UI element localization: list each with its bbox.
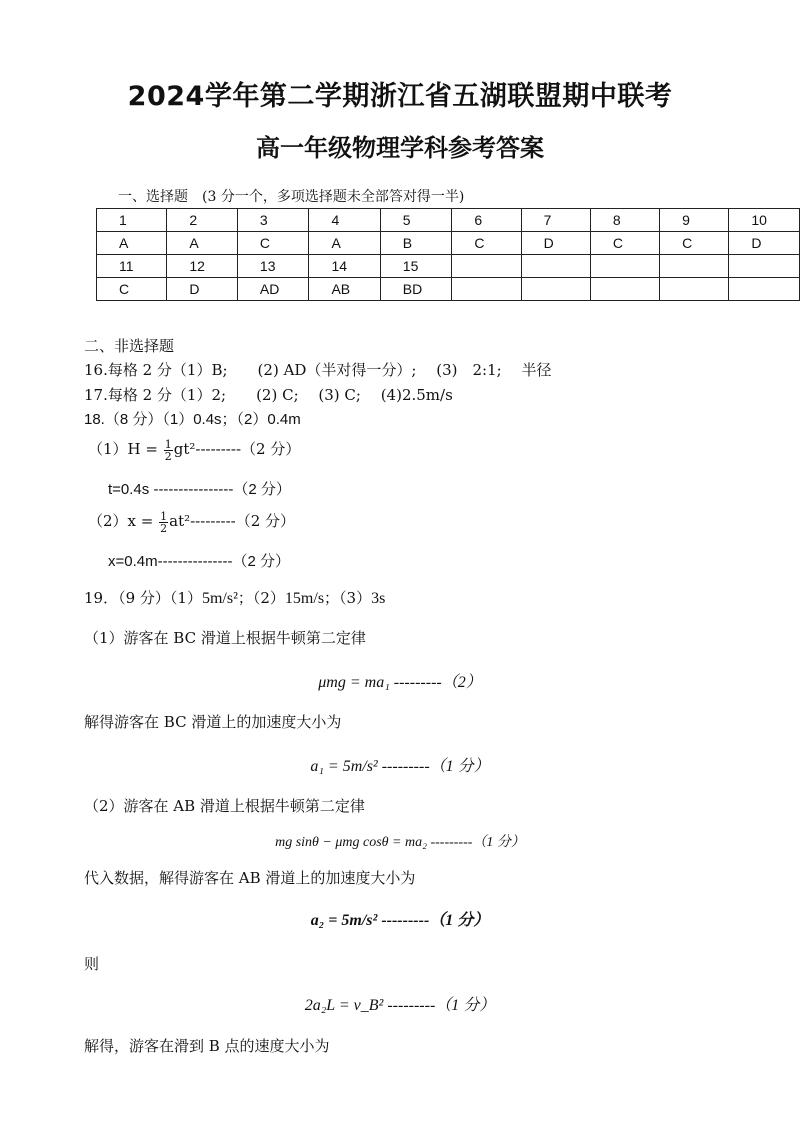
- table-cell: A: [97, 232, 167, 255]
- fraction-half: [164, 439, 173, 462]
- q18-line3: [88, 510, 295, 534]
- frac-num: 1: [164, 437, 172, 451]
- q19-para3: （2）游客在 AB 滑道上根据牛顿第二定律: [84, 797, 365, 815]
- q18-header: 18.（8 分）（1）0.4s；（2）0.4m: [84, 411, 301, 428]
- table-cell: 15: [380, 255, 452, 278]
- q19-header-b: ；（2）: [237, 589, 285, 607]
- q18-line2: t=0.4s ----------------（2 分）: [108, 481, 291, 498]
- table-cell: [729, 278, 800, 301]
- q19-eq3: mg sinθ − μmg cosθ = ma₂ ---------（1 分）: [275, 835, 525, 850]
- table-cell: [452, 278, 521, 301]
- q19-eq5: 2a₂L = v_B² ---------（1 分）: [304, 997, 496, 1014]
- table-cell: 4: [309, 209, 380, 232]
- page-subtitle: 高一年级物理学科参考答案: [256, 134, 544, 162]
- q18-line1: [88, 438, 300, 462]
- section2-heading: 二、非选择题: [84, 337, 175, 355]
- table-cell: [590, 255, 659, 278]
- q18-line1-suffix: gt²---------（2 分）: [173, 440, 301, 458]
- q17-answer: 17.每格 2 分（1）2; (2) C; (3) C; (4)2.5m/s: [84, 386, 453, 404]
- q19-header: [84, 587, 385, 608]
- table-cell: C: [452, 232, 521, 255]
- table-row: [97, 232, 800, 255]
- table-cell: C: [660, 232, 729, 255]
- q18-line1-prefix: （1）H =: [88, 440, 158, 458]
- q19-para5: 则: [84, 955, 100, 973]
- page-title: 2024学年第二学期浙江省五湖联盟期中联考: [127, 81, 673, 112]
- frac-den-2: 2: [160, 521, 168, 535]
- section1-heading: 一、选择题 (3 分一个，多项选择题未全部答对得一半): [118, 189, 465, 205]
- q19-ans1: 5m/s²: [201, 590, 238, 607]
- table-cell: [521, 255, 590, 278]
- table-cell: 5: [380, 209, 452, 232]
- table-cell: [521, 278, 590, 301]
- q16-answer: 16.每格 2 分（1）B; (2) AD（半对得一分）; (3) 2:1; 半径: [84, 361, 552, 379]
- table-cell: 1: [97, 209, 167, 232]
- q19-para1: （1）游客在 BC 滑道上根据牛顿第二定律: [84, 629, 366, 647]
- table-cell: 12: [167, 255, 238, 278]
- q19-header-c: ；（3）: [324, 589, 372, 607]
- table-cell: 13: [237, 255, 309, 278]
- q19-eq4: a₂ = 5m/s² ---------（1 分）: [310, 912, 490, 929]
- table-cell: C: [237, 232, 309, 255]
- frac-num-2: 1: [160, 509, 168, 523]
- table-cell: D: [167, 278, 238, 301]
- table-cell: B: [380, 232, 452, 255]
- q19-eq2: a₁ = 5m/s² ---------（1 分）: [310, 758, 490, 775]
- q19-ans3: 3s: [371, 590, 386, 607]
- table-cell: [660, 278, 729, 301]
- frac-den: 2: [164, 449, 172, 463]
- q18-line3-prefix: （2）x =: [88, 512, 154, 530]
- table-row: [97, 278, 800, 301]
- table-cell: [660, 255, 729, 278]
- answer-table: [96, 208, 800, 301]
- table-cell: [590, 278, 659, 301]
- table-cell: 11: [97, 255, 167, 278]
- q19-ans2: 15m/s: [284, 590, 325, 607]
- table-cell: [729, 255, 800, 278]
- q18-line4: x=0.4m---------------（2 分）: [108, 553, 291, 570]
- table-cell: D: [521, 232, 590, 255]
- q19-para4: 代入数据，解得游客在 AB 滑道上的加速度大小为: [84, 869, 416, 887]
- table-cell: AB: [309, 278, 380, 301]
- table-cell: BD: [380, 278, 452, 301]
- table-cell: 14: [309, 255, 380, 278]
- table-cell: 8: [590, 209, 659, 232]
- q18-line3-suffix: at²---------（2 分）: [169, 512, 296, 530]
- table-cell: A: [309, 232, 380, 255]
- table-cell: 9: [660, 209, 729, 232]
- fraction-half-2: [159, 511, 168, 534]
- table-cell: 2: [167, 209, 238, 232]
- table-row: [97, 255, 800, 278]
- q19-header-a: 19．（9 分）（1）: [84, 589, 202, 607]
- table-cell: C: [97, 278, 167, 301]
- table-cell: AD: [237, 278, 309, 301]
- table-cell: 3: [237, 209, 309, 232]
- q19-para6: 解得，游客在滑到 B 点的速度大小为: [84, 1037, 330, 1055]
- q19-eq1: μmg = ma₁ ---------（2）: [318, 674, 482, 691]
- table-row: [97, 209, 800, 232]
- table-cell: D: [729, 232, 800, 255]
- table-cell: 7: [521, 209, 590, 232]
- table-cell: [452, 255, 521, 278]
- table-cell: A: [167, 232, 238, 255]
- table-cell: C: [590, 232, 659, 255]
- table-cell: 6: [452, 209, 521, 232]
- table-cell: 10: [729, 209, 800, 232]
- q19-para2: 解得游客在 BC 滑道上的加速度大小为: [84, 713, 342, 731]
